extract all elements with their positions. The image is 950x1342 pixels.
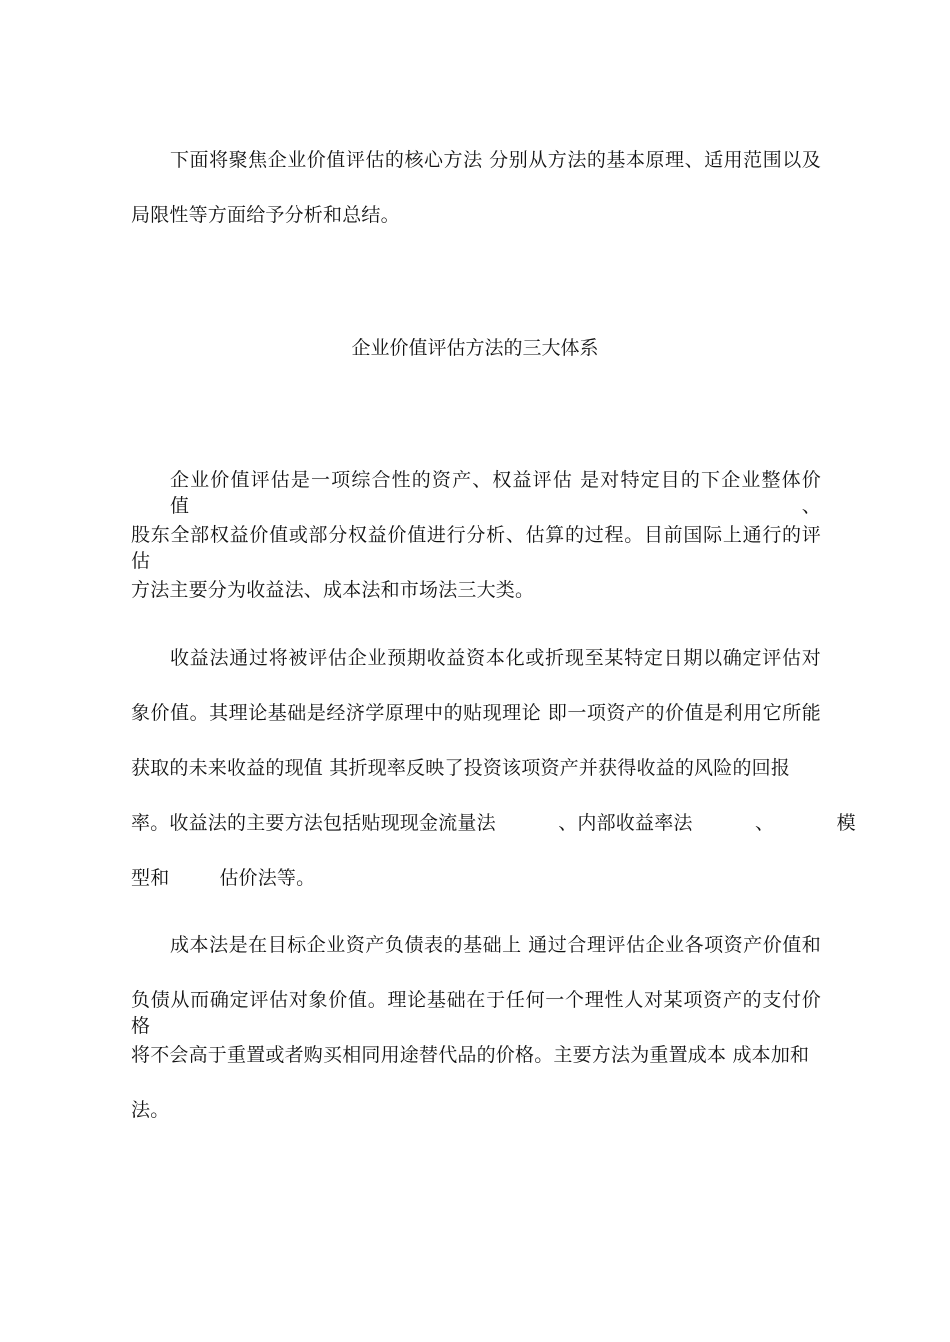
paragraph3-line-2: 负债从而确定评估对象价值。理论基础在于任何一个理性人对某项资产的支付价格 (131, 989, 821, 1037)
paragraph3-line-3: 将不会高于重置或者购买相同用途替代品的价格。主要方法为重置成本 成本加和 (131, 1044, 810, 1066)
intro-line-2: 局限性等方面给予分析和总结。 (131, 204, 400, 226)
section-heading: 企业价值评估方法的三大体系 (351, 337, 599, 359)
paragraph2-line-2: 象价值。其理论基础是经济学原理中的贴现理论 即一项资产的价值是利用它所能 (131, 702, 821, 724)
paragraph2-line-3: 获取的未来收益的现值 其折现率反映了投资该项资产并获得收益的风险的回报 (131, 757, 791, 779)
paragraph2-line-4: 率。收益法的主要方法包括贴现现金流量法 、内部收益率法 、 模 (131, 812, 856, 834)
paragraph2-line-5: 型和 估价法等。 (131, 867, 316, 889)
paragraph2-line-1: 收益法通过将被评估企业预期收益资本化或折现至某特定日期以确定评估对 (170, 647, 821, 669)
paragraph1-line-2: 股东全部权益价值或部分权益价值进行分析、估算的过程。目前国际上通行的评估 (131, 524, 821, 572)
paragraph1-line-1: 企业价值评估是一项综合性的资产、权益评估 是对特定目的下企业整体价值、 (170, 469, 821, 517)
intro-line-1: 下面将聚焦企业价值评估的核心方法 分别从方法的基本原理、适用范围以及 (170, 149, 821, 171)
paragraph3-line-4: 法。 (131, 1099, 170, 1121)
paragraph1-line-3: 方法主要分为收益法、成本法和市场法三大类。 (131, 579, 535, 601)
paragraph3-line-1: 成本法是在目标企业资产负债表的基础上 通过合理评估企业各项资产价值和 (170, 934, 821, 956)
